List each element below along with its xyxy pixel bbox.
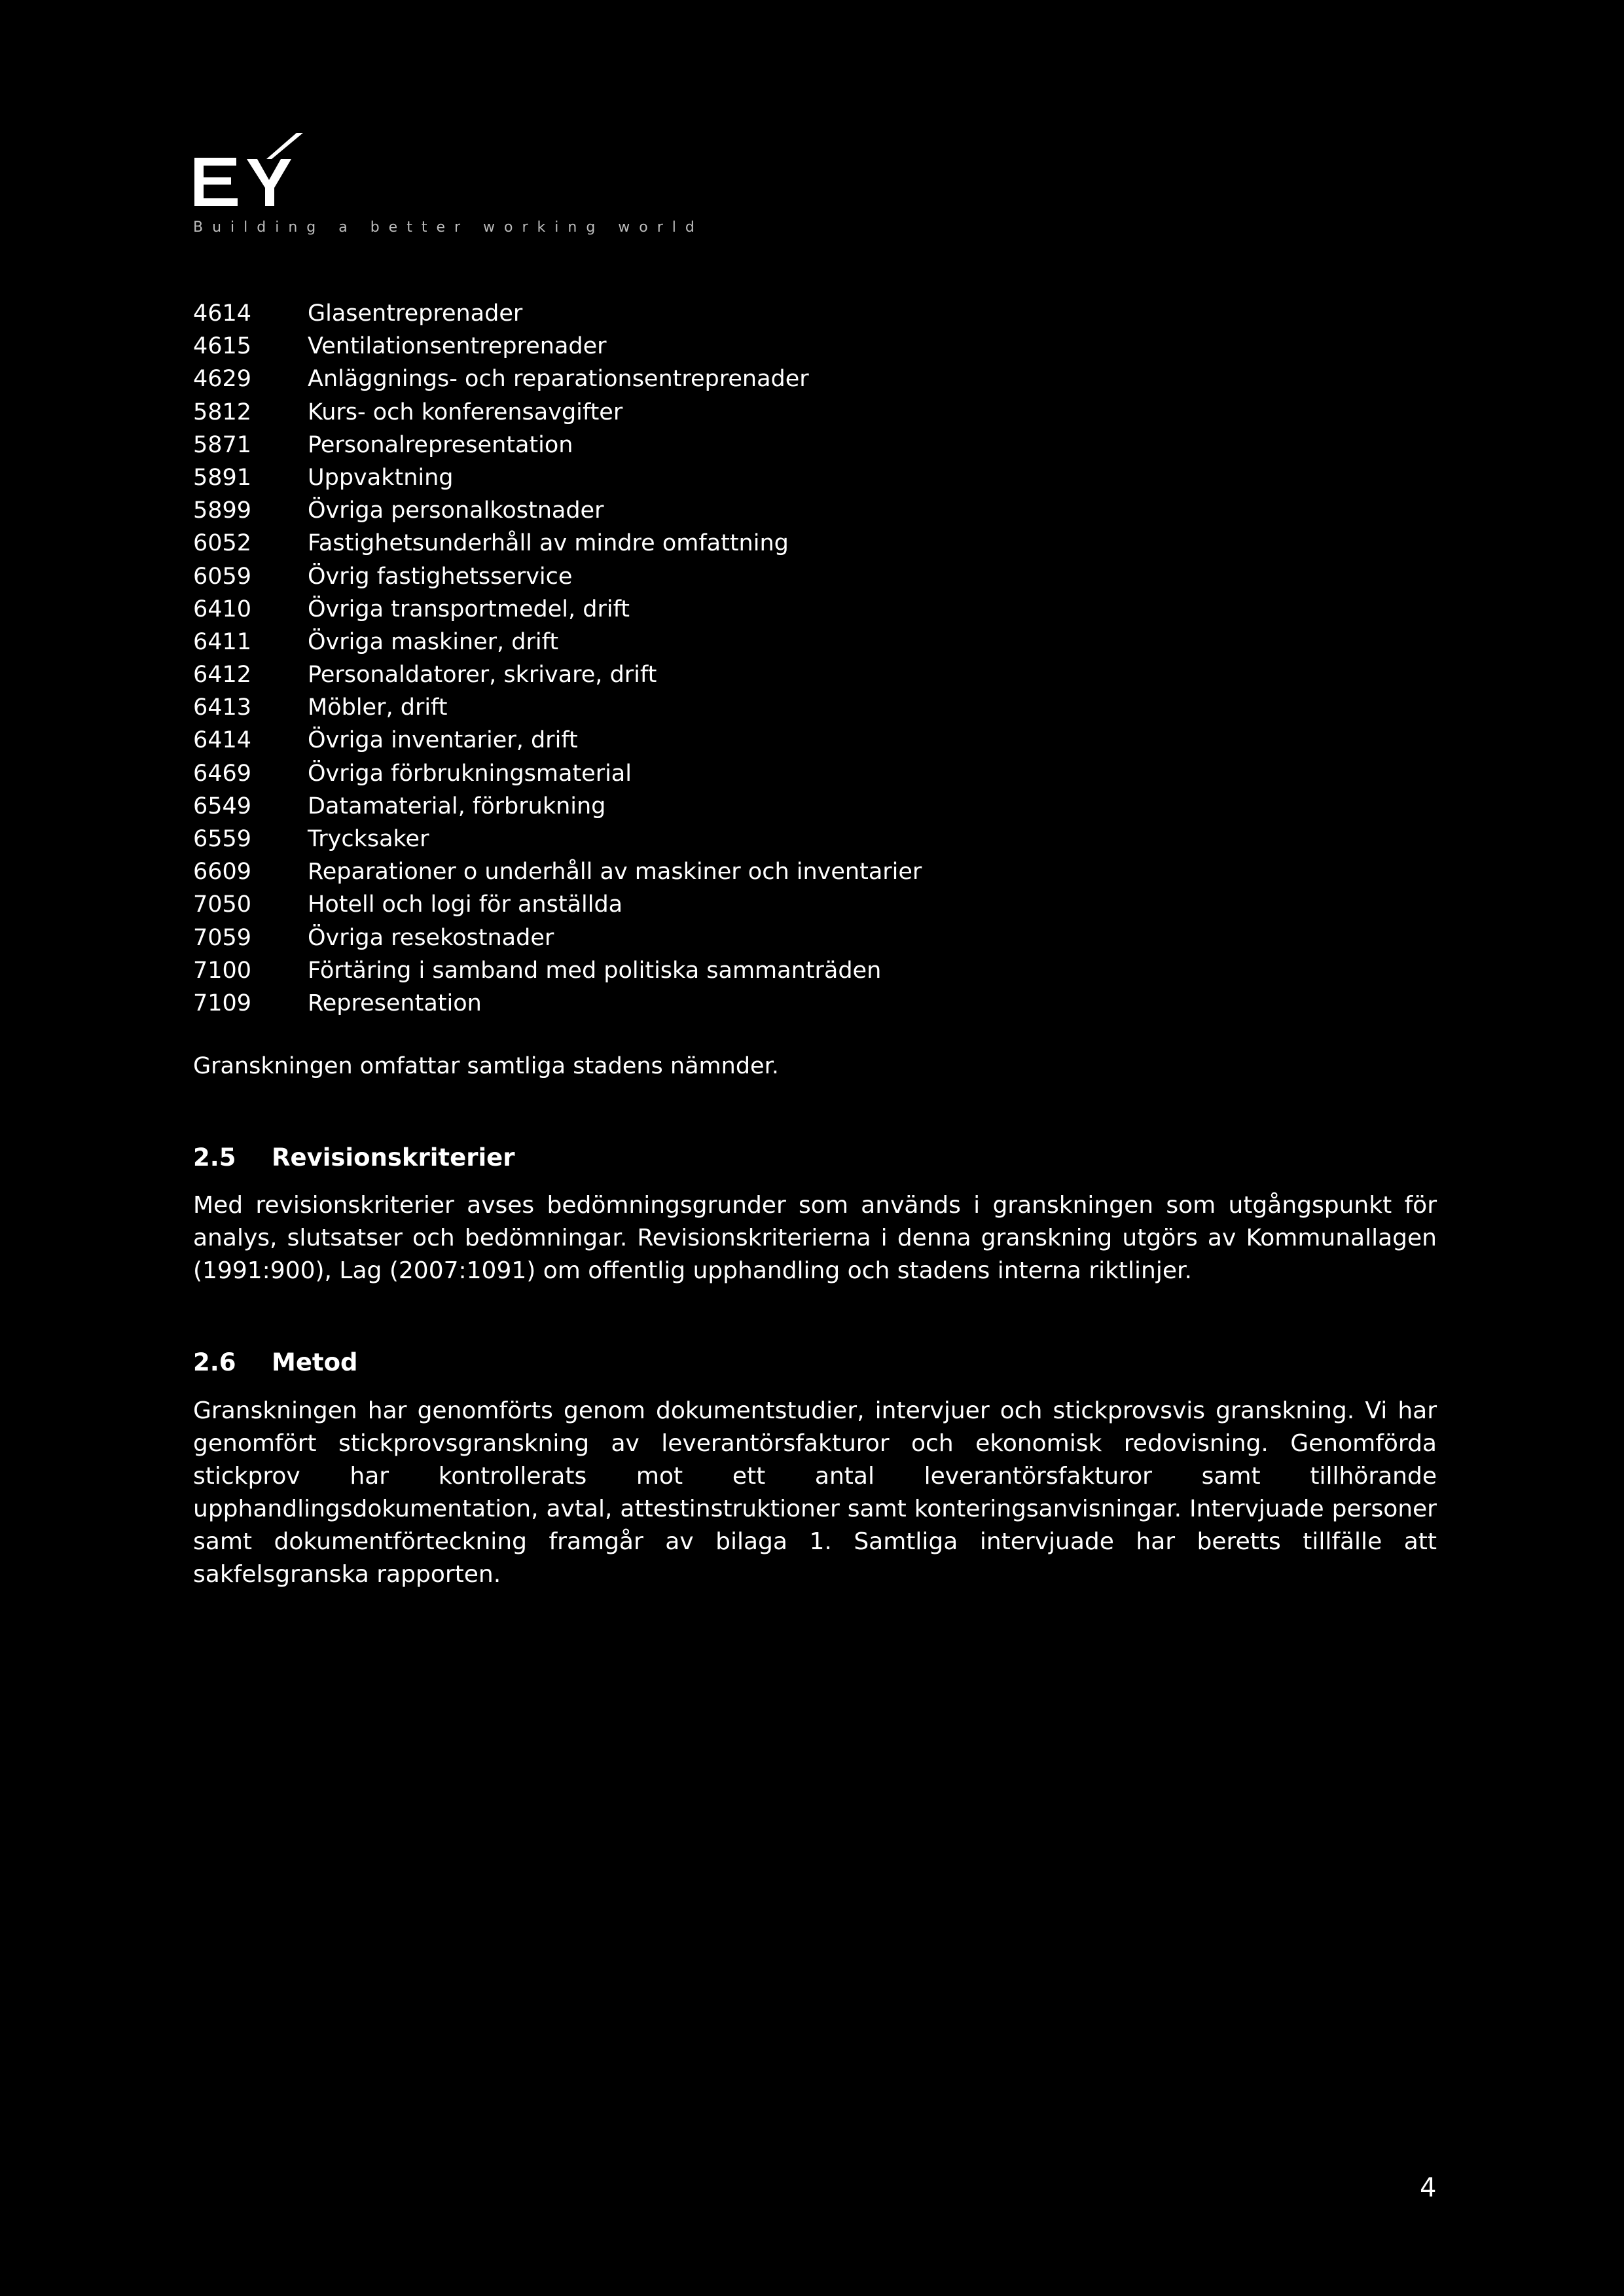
account-row (193, 987, 922, 1020)
account-row (193, 330, 922, 363)
account-code: 4614 (193, 300, 252, 327)
account-name: Personalrepresentation (308, 431, 573, 458)
section-heading-2-5 (193, 1141, 514, 1174)
account-code: 6414 (193, 727, 252, 754)
account-name: Trycksaker (308, 826, 429, 852)
section-heading-2-6 (193, 1346, 358, 1379)
section-number: 2.5 (193, 1143, 236, 1172)
account-code: 6052 (193, 530, 252, 557)
account-name: Datamaterial, förbrukning (308, 793, 606, 819)
account-row (193, 855, 922, 888)
account-name: Reparationer o underhåll av maskiner och inventarier (308, 859, 922, 886)
account-name: Övrig fastighetsservice (308, 563, 573, 590)
account-row (193, 658, 922, 691)
account-name: Övriga maskiner, drift (308, 628, 559, 655)
account-code: 5871 (193, 431, 252, 458)
account-code: 6469 (193, 760, 252, 787)
account-name: Övriga förbrukningsmaterial (308, 760, 632, 787)
account-row (193, 757, 922, 790)
account-name: Glasentreprenader (308, 300, 523, 327)
account-code: 7050 (193, 891, 252, 918)
account-code: 7109 (193, 990, 252, 1016)
section-2-6-paragraph: Granskningen har genomförts genom dokumentstudier, intervjuer och stickprovsvis granskning. Vi har genomfört stickprovsgranskning av leverantörsfakturor och ekonomisk redovisning. Genomförda stickprov har kontrollerats mot ett antal leverantörsfakturor samt tillhörande upphandlingsdokumentation, avtal, attestinstruktioner samt konteringsanvisningar. Intervjuade personer samt dokumentförteckning framgår av bilaga 1. Samtliga intervjuade har beretts tillfälle att sakfelsgranska rapporten. (193, 1397, 1437, 1588)
account-row (193, 494, 922, 527)
account-name: Övriga resekostnader (308, 924, 554, 951)
logo-tagline-text: Building a better working world (193, 219, 704, 236)
account-name: Representation (308, 990, 482, 1016)
logo-tagline (193, 215, 704, 241)
scope-paragraph: Granskningen omfattar samtliga stadens nämnder. (193, 1053, 779, 1079)
account-row (193, 429, 922, 461)
account-row (193, 691, 922, 724)
account-code: 5891 (193, 464, 252, 491)
account-row (193, 888, 922, 921)
account-name: Fastighetsunderhåll av mindre omfattning (308, 530, 789, 557)
account-row (193, 922, 922, 954)
account-code: 6410 (193, 596, 252, 622)
account-code: 6559 (193, 826, 252, 852)
section-2-5-paragraph: Med revisionskriterier avses bedömningsgrunder som används i granskningen som utgångspunkt för analys, slutsatser och bedömningar. Revisionskriterierna i denna granskning utgörs av Kommunallagen (1991:900), Lag (2007:1091) om offentlig upphandling och stadens interna riktlinjer. (193, 1192, 1437, 1284)
account-code: 4615 (193, 333, 252, 360)
account-name: Övriga inventarier, drift (308, 727, 578, 754)
account-name: Övriga transportmedel, drift (308, 596, 630, 622)
account-row (193, 527, 922, 560)
account-row (193, 823, 922, 855)
account-name: Förtäring i samband med politiska sammanträden (308, 957, 882, 984)
account-row (193, 396, 922, 429)
account-code: 6411 (193, 628, 252, 655)
account-row (193, 461, 922, 494)
account-name: Hotell och logi för anställda (308, 891, 623, 918)
account-name: Personaldatorer, skrivare, drift (308, 662, 657, 689)
account-code: 6609 (193, 859, 252, 886)
account-row (193, 560, 922, 593)
page-number: 4 (1420, 2173, 1437, 2203)
account-name: Kurs- och konferensavgifter (308, 399, 623, 425)
account-code: 7059 (193, 924, 252, 951)
account-row (193, 626, 922, 658)
account-row (193, 724, 922, 757)
account-code: 6059 (193, 563, 252, 590)
account-code: 5812 (193, 399, 252, 425)
account-name: Ventilationsentreprenader (308, 333, 607, 360)
account-name: Möbler, drift (308, 694, 448, 721)
section-number: 2.6 (193, 1348, 236, 1376)
account-code: 6413 (193, 694, 252, 721)
account-name: Övriga personalkostnader (308, 497, 604, 524)
account-code: 6549 (193, 793, 252, 819)
account-name: Anläggnings- och reparationsentreprenader (308, 366, 809, 393)
account-row (193, 297, 922, 330)
account-code: 7100 (193, 957, 252, 984)
account-name: Uppvaktning (308, 464, 454, 491)
ey-logo (193, 133, 304, 206)
account-list (193, 297, 922, 1020)
account-row (193, 790, 922, 823)
section-title: Revisionskriterier (272, 1143, 515, 1172)
account-code: 5899 (193, 497, 252, 524)
account-code: 6412 (193, 662, 252, 689)
account-row (193, 593, 922, 626)
account-row (193, 954, 922, 987)
account-code: 4629 (193, 366, 252, 393)
section-title: Metod (272, 1348, 358, 1376)
account-row (193, 363, 922, 395)
